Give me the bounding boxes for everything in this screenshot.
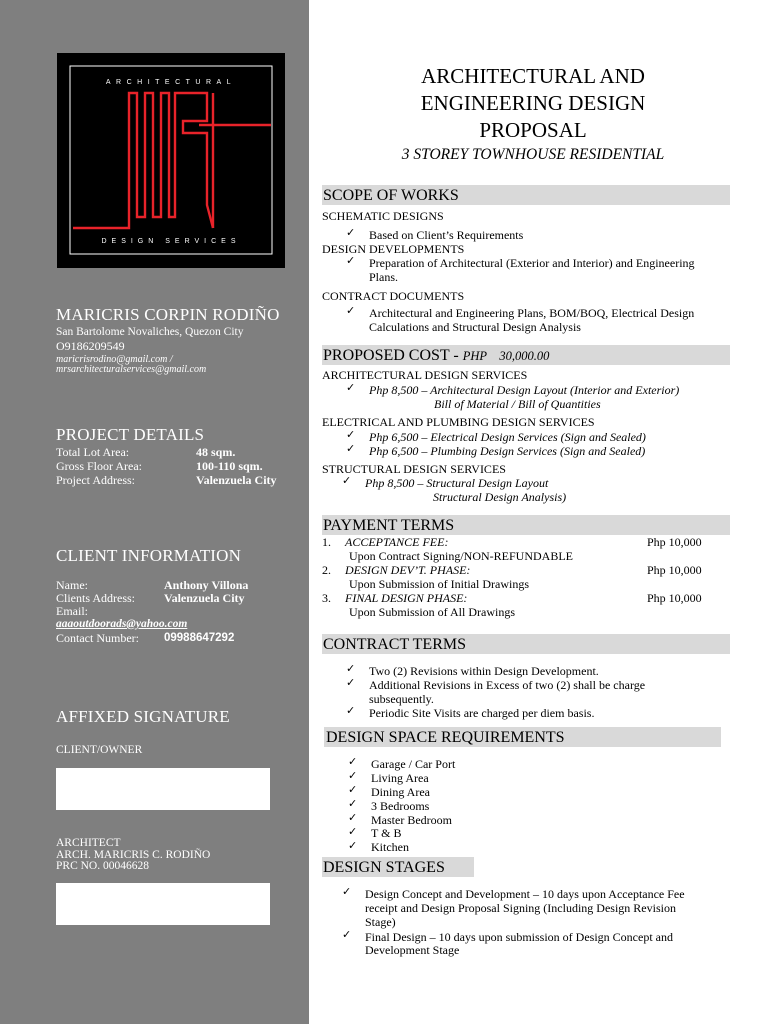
payment-item-desc: Upon Contract Signing/NON-REFUNDABLE bbox=[349, 549, 573, 563]
schematic-designs-label: SCHEMATIC DESIGNS bbox=[322, 209, 444, 223]
plumb-cost-line: Php 6,500 – Plumbing Design Services (Sign and Sealed) bbox=[369, 444, 646, 458]
check-icon: ✓ bbox=[342, 475, 352, 487]
arch-services-label: ARCHITECTURAL DESIGN SERVICES bbox=[322, 368, 528, 382]
contractor-email-1[interactable]: maricrisrodino@gmail.com / bbox=[56, 354, 173, 365]
struct-cost-line-2: Structural Design Analysis) bbox=[433, 490, 567, 504]
elec-cost-line: Php 6,500 – Electrical Design Services (Sign and Sealed) bbox=[369, 430, 646, 444]
project-row-value: 48 sqm. bbox=[196, 445, 236, 459]
client-name-value: Anthony Villona bbox=[164, 578, 249, 592]
contractor-email-2[interactable]: mrsarchitecturalservices@gmail.com bbox=[56, 364, 207, 375]
stage-1-line-1: Design Concept and Development – 10 days upon Acceptance Fee bbox=[365, 887, 685, 901]
space-item: T & B bbox=[371, 826, 402, 840]
space-item: Master Bedroom bbox=[371, 813, 452, 827]
payment-item-amount: Php 10,000 bbox=[647, 563, 702, 577]
payment-item-num: 1. bbox=[322, 535, 331, 549]
check-icon: ✓ bbox=[348, 826, 358, 838]
contractor-address: San Bartolome Novaliches, Quezon City bbox=[56, 326, 244, 338]
project-row-label: Gross Floor Area: bbox=[56, 459, 142, 473]
payment-item-desc: Upon Submission of Initial Drawings bbox=[349, 577, 529, 591]
project-row-floor-area bbox=[56, 459, 263, 473]
project-details-heading: PROJECT DETAILS bbox=[56, 425, 205, 444]
dev-item-line-2: Plans. bbox=[369, 270, 399, 284]
check-icon: ✓ bbox=[348, 770, 358, 782]
proposal-title bbox=[309, 63, 757, 144]
proposed-cost-heading bbox=[322, 345, 730, 365]
client-address-value: Valenzuela City bbox=[164, 591, 245, 605]
check-icon: ✓ bbox=[346, 663, 356, 675]
design-developments-label: DESIGN DEVELOPMENTS bbox=[322, 242, 465, 256]
architect-signature-box[interactable] bbox=[56, 883, 270, 925]
title-line-2: ENGINEERING DESIGN bbox=[420, 91, 646, 115]
project-row-lot-area bbox=[56, 445, 236, 459]
contractor-phone: O9186209549 bbox=[56, 339, 125, 353]
struct-cost-line-1: Php 8,500 – Structural Design Layout bbox=[365, 476, 549, 490]
check-icon: ✓ bbox=[348, 798, 358, 810]
contract-term-2a: Additional Revisions in Excess of two (2) shall be charge bbox=[369, 678, 646, 692]
client-name-label: Name: bbox=[56, 578, 88, 592]
check-icon: ✓ bbox=[346, 677, 356, 689]
design-space-heading: DESIGN SPACE REQUIREMENTS bbox=[324, 727, 721, 747]
proposal-body bbox=[309, 0, 768, 1024]
check-icon: ✓ bbox=[348, 840, 358, 852]
payment-item-title: DESIGN DEV’T. PHASE: bbox=[345, 563, 471, 577]
contract-documents-label: CONTRACT DOCUMENTS bbox=[322, 289, 465, 303]
proposed-cost-amount: PHP 30,000.00 bbox=[462, 349, 550, 363]
proposed-cost-label: PROPOSED COST - bbox=[323, 347, 463, 364]
proposal-subtitle: 3 STOREY TOWNHOUSE RESIDENTIAL bbox=[401, 146, 665, 163]
sidebar bbox=[0, 0, 309, 1024]
space-item: 3 Bedrooms bbox=[371, 799, 430, 813]
check-icon: ✓ bbox=[342, 929, 352, 941]
stage-2-line-1: Final Design – 10 days upon submission of Design Concept and bbox=[365, 930, 673, 944]
arch-cost-line-2: Bill of Material / Bill of Quantities bbox=[434, 397, 601, 411]
payment-item-title: FINAL DESIGN PHASE: bbox=[345, 591, 468, 605]
space-item: Dining Area bbox=[371, 785, 430, 799]
contract-term-1: Two (2) Revisions within Design Development. bbox=[369, 664, 599, 678]
check-icon: ✓ bbox=[348, 756, 358, 768]
check-icon: ✓ bbox=[348, 812, 358, 824]
company-logo bbox=[57, 53, 285, 268]
client-email-link[interactable]: aaaoutdoorads@yahoo.com bbox=[56, 618, 188, 630]
payment-item-amount: Php 10,000 bbox=[647, 535, 702, 549]
check-icon: ✓ bbox=[346, 443, 356, 455]
client-signature-box[interactable] bbox=[56, 768, 270, 810]
payment-item-num: 3. bbox=[322, 591, 331, 605]
check-icon: ✓ bbox=[346, 382, 356, 394]
logo-bottom-text: DESIGN SERVICES bbox=[101, 238, 241, 245]
client-info-heading: CLIENT INFORMATION bbox=[56, 546, 242, 565]
stage-1-line-3: Stage) bbox=[365, 915, 396, 929]
project-row-address bbox=[56, 473, 277, 487]
arch-cost-line-1: Php 8,500 – Architectural Design Layout (Interior and Exterior) bbox=[369, 383, 680, 397]
client-address-label: Clients Address: bbox=[56, 591, 136, 605]
scope-of-works-heading: SCOPE OF WORKS bbox=[322, 185, 730, 205]
contract-terms-heading: CONTRACT TERMS bbox=[322, 634, 730, 654]
contract-term-3: Periodic Site Visits are charged per diem basis. bbox=[369, 706, 595, 720]
design-stages-heading: DESIGN STAGES bbox=[322, 857, 474, 877]
check-icon: ✓ bbox=[346, 305, 356, 317]
contract-item-line-1: Architectural and Engineering Plans, BOM/BOQ, Electrical Design bbox=[369, 306, 695, 320]
payment-item-title: ACCEPTANCE FEE: bbox=[345, 535, 449, 549]
space-item: Kitchen bbox=[371, 840, 409, 854]
contract-term-2b: subsequently. bbox=[369, 692, 434, 706]
project-row-value: Valenzuela City bbox=[196, 473, 277, 487]
project-row-label: Project Address: bbox=[56, 473, 135, 487]
payment-item-desc: Upon Submission of All Drawings bbox=[349, 605, 516, 619]
check-icon: ✓ bbox=[342, 886, 352, 898]
client-contact-value: 09988647292 bbox=[164, 632, 235, 644]
client-email-label: Email: bbox=[56, 604, 88, 618]
project-row-label: Total Lot Area: bbox=[56, 445, 130, 459]
affixed-signature-heading: AFFIXED SIGNATURE bbox=[56, 707, 230, 726]
space-item: Garage / Car Port bbox=[371, 757, 456, 771]
stage-2-line-2: Development Stage bbox=[365, 943, 460, 957]
check-icon: ✓ bbox=[348, 784, 358, 796]
struct-services-label: STRUCTURAL DESIGN SERVICES bbox=[322, 462, 506, 476]
architect-name: ARCH. MARICRIS C. RODIÑO bbox=[56, 849, 211, 861]
client-row-email-label bbox=[56, 605, 88, 618]
client-row-contact bbox=[56, 631, 235, 645]
architect-prc: PRC NO. 00046628 bbox=[56, 860, 149, 872]
payment-item-amount: Php 10,000 bbox=[647, 591, 702, 605]
title-line-3: PROPOSAL bbox=[479, 118, 587, 142]
contractor-name: MARICRIS CORPIN RODIÑO bbox=[56, 305, 280, 324]
check-icon: ✓ bbox=[346, 255, 356, 267]
check-icon: ✓ bbox=[346, 429, 356, 441]
schematic-item: Based on Client’s Requirements bbox=[369, 228, 524, 242]
logo-top-text: ARCHITECTURAL bbox=[105, 79, 237, 86]
stage-1-line-2: receipt and Design Proposal Signing (Including Design Revision bbox=[365, 901, 676, 915]
logo-mark bbox=[57, 53, 285, 268]
space-item: Living Area bbox=[371, 771, 429, 785]
contract-item-line-2: Calculations and Structural Design Analysis bbox=[369, 320, 581, 334]
payment-item-num: 2. bbox=[322, 563, 331, 577]
client-contact-label: Contact Number: bbox=[56, 631, 139, 645]
elec-plumb-services-label: ELECTRICAL AND PLUMBING DESIGN SERVICES bbox=[322, 415, 595, 429]
dev-item-line-1: Preparation of Architectural (Exterior and Interior) and Engineering bbox=[369, 256, 695, 270]
payment-terms-heading: PAYMENT TERMS bbox=[322, 515, 730, 535]
client-owner-label: CLIENT/OWNER bbox=[56, 744, 143, 756]
architect-label: ARCHITECT bbox=[56, 837, 121, 849]
title-line-1: ARCHITECTURAL AND bbox=[421, 64, 645, 88]
project-row-value: 100-110 sqm. bbox=[196, 459, 263, 473]
check-icon: ✓ bbox=[346, 705, 356, 717]
check-icon: ✓ bbox=[346, 227, 356, 239]
